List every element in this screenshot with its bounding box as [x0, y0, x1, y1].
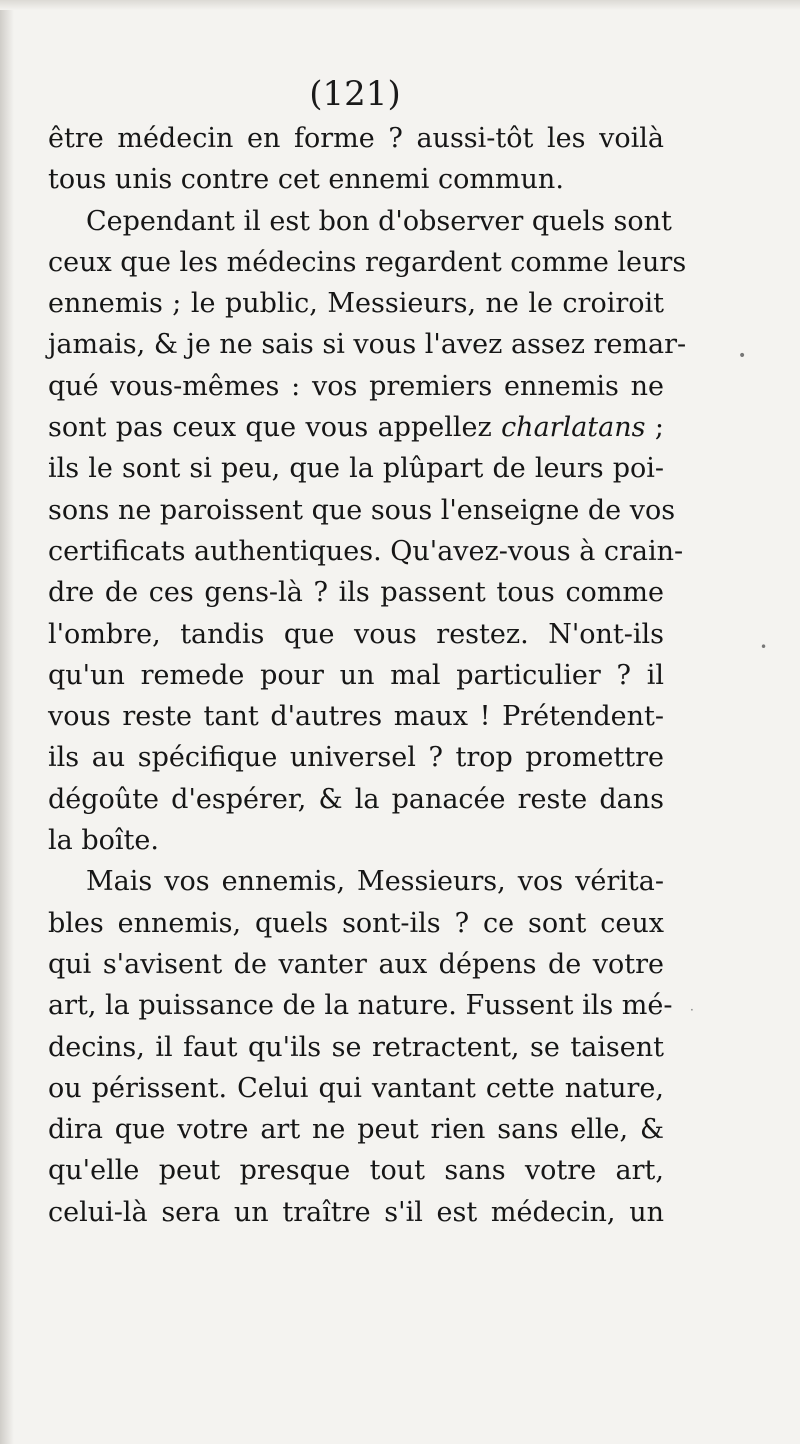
text-line: dira que votre art ne peut rien sans elle, &: [48, 1114, 664, 1146]
text-line: Mais vos ennemis, Messieurs, vos vérita-: [86, 866, 664, 898]
text-line: ou périssent. Celui qui vantant cette nature,: [48, 1072, 664, 1104]
text-line: l'ombre, tandis que vous restez. N'ont-ils: [48, 618, 664, 650]
text-line: qu'elle peut presque tout sans votre art,: [48, 1155, 664, 1187]
text-line: la boîte.: [48, 825, 159, 857]
text-line: qui s'avisent de vanter aux dépens de votre: [48, 948, 664, 980]
text-line: qu'un remede pour un mal particulier ? il: [48, 659, 664, 691]
text-line: qué vous-mêmes : vos premiers ennemis ne: [48, 370, 664, 402]
text-line: ennemis ; le public, Messieurs, ne le croiroit: [48, 288, 664, 320]
text-line: Cependant il est bon d'observer quels sont: [86, 205, 672, 237]
scan-edge-top: [0, 0, 800, 10]
text-line: sons ne paroissent que sous l'enseigne de vos: [48, 494, 676, 526]
ink-speck: •: [738, 348, 747, 364]
text-line: dégoûte d'espérer, & la panacée reste dans: [48, 783, 664, 815]
text-line: certificats authentiques. Qu'avez-vous à crain-: [48, 535, 684, 567]
text-line: vous reste tant d'autres maux ! Prétendent-: [48, 701, 664, 733]
text-line: art, la puissance de la nature. Fussent ils mé-: [48, 990, 673, 1022]
text-line: bles ennemis, quels sont-ils ? ce sont ceux: [48, 907, 664, 939]
ink-speck: ·: [690, 1003, 694, 1017]
text-line: ceux que les médecins regardent comme leurs: [48, 246, 687, 278]
text-line: jamais, & je ne sais si vous l'avez assez remar-: [48, 329, 687, 361]
body-text: [48, 118, 687, 1233]
text-line: celui-là sera un traître s'il est médecin, un: [48, 1196, 664, 1228]
text-line: dre de ces gens-là ? ils passent tous comme: [48, 577, 664, 609]
text-line: ils le sont si peu, que la plûpart de leurs poi-: [48, 453, 664, 485]
italic-word: charlatans: [501, 412, 646, 444]
text-line: être médecin en forme ? aussi-tôt les voilà: [48, 123, 664, 154]
text-line-lead: sont pas ceux que vous appellez: [48, 412, 502, 444]
ink-speck: •: [760, 640, 768, 654]
text-line: decins, il faut qu'ils se retractent, se taisent: [48, 1031, 664, 1063]
text-line: sont pas ceux que vous appellez charlatans ;: [48, 412, 664, 444]
text-line: ils au spécifique universel ? trop promettre: [48, 742, 664, 774]
page-number: (121): [309, 74, 401, 114]
text-line: tous unis contre cet ennemi commun.: [48, 164, 564, 196]
scan-edge-left: [0, 0, 14, 1444]
